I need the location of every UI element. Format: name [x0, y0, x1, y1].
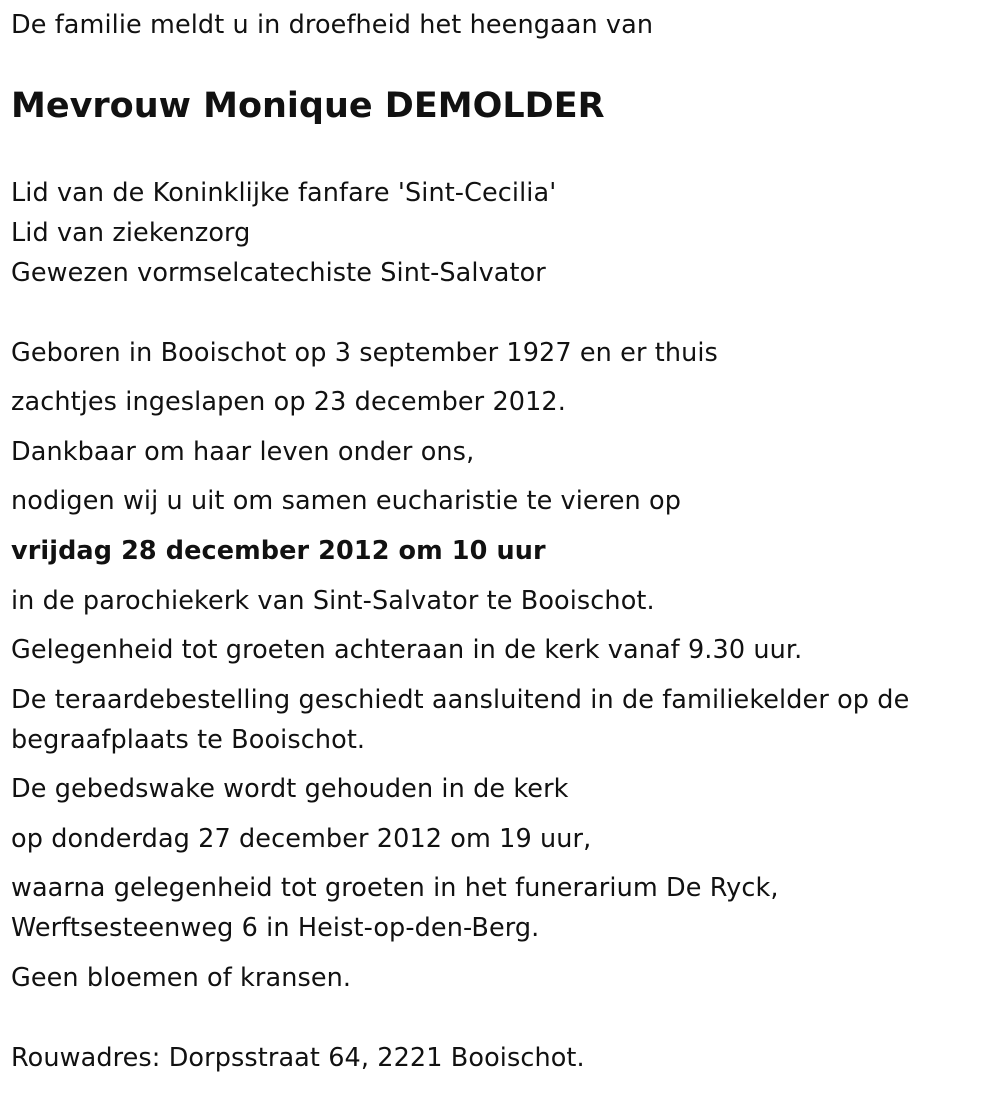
deceased-name: Mevrouw Monique DEMOLDER [11, 86, 605, 126]
invitation-text: nodigen wij u uit om samen eucharistie te vieren op [11, 486, 681, 516]
membership-catechist: Gewezen vormselcatechiste Sint-Salvator [11, 258, 546, 288]
funeral-home-line2: Werftsesteenweg 6 in Heist-op-den-Berg. [11, 913, 540, 943]
service-date: vrijdag 28 december 2012 om 10 uur [11, 536, 546, 566]
burial-text-line1: De teraardebestelling geschiedt aansluitend in de familiekelder op de [11, 685, 910, 715]
greeting-text: Gelegenheid tot groeten achteraan in de kerk vanaf 9.30 uur. [11, 635, 803, 665]
service-place: in de parochiekerk van Sint-Salvator te Booischot. [11, 586, 655, 616]
vigil-text-line2: op donderdag 27 december 2012 om 19 uur, [11, 824, 592, 854]
burial-text-line2: begraafplaats te Booischot. [11, 725, 366, 755]
birth-text: Geboren in Booischot op 3 september 1927 en er thuis [11, 338, 718, 368]
membership-ziekenzorg: Lid van ziekenzorg [11, 218, 251, 248]
funeral-home-line1: waarna gelegenheid tot groeten in het funerarium De Ryck, [11, 873, 779, 903]
gratitude-text: Dankbaar om haar leven onder ons, [11, 437, 475, 467]
mourning-address: Rouwadres: Dorpsstraat 64, 2221 Booischot. [11, 1043, 585, 1073]
vigil-text-line1: De gebedswake wordt gehouden in de kerk [11, 774, 569, 804]
no-flowers-text: Geen bloemen of kransen. [11, 963, 352, 993]
membership-fanfare: Lid van de Koninklijke fanfare 'Sint-Cecilia' [11, 178, 557, 208]
intro-text: De familie meldt u in droefheid het heengaan van [11, 10, 654, 40]
passing-text: zachtjes ingeslapen op 23 december 2012. [11, 387, 566, 417]
